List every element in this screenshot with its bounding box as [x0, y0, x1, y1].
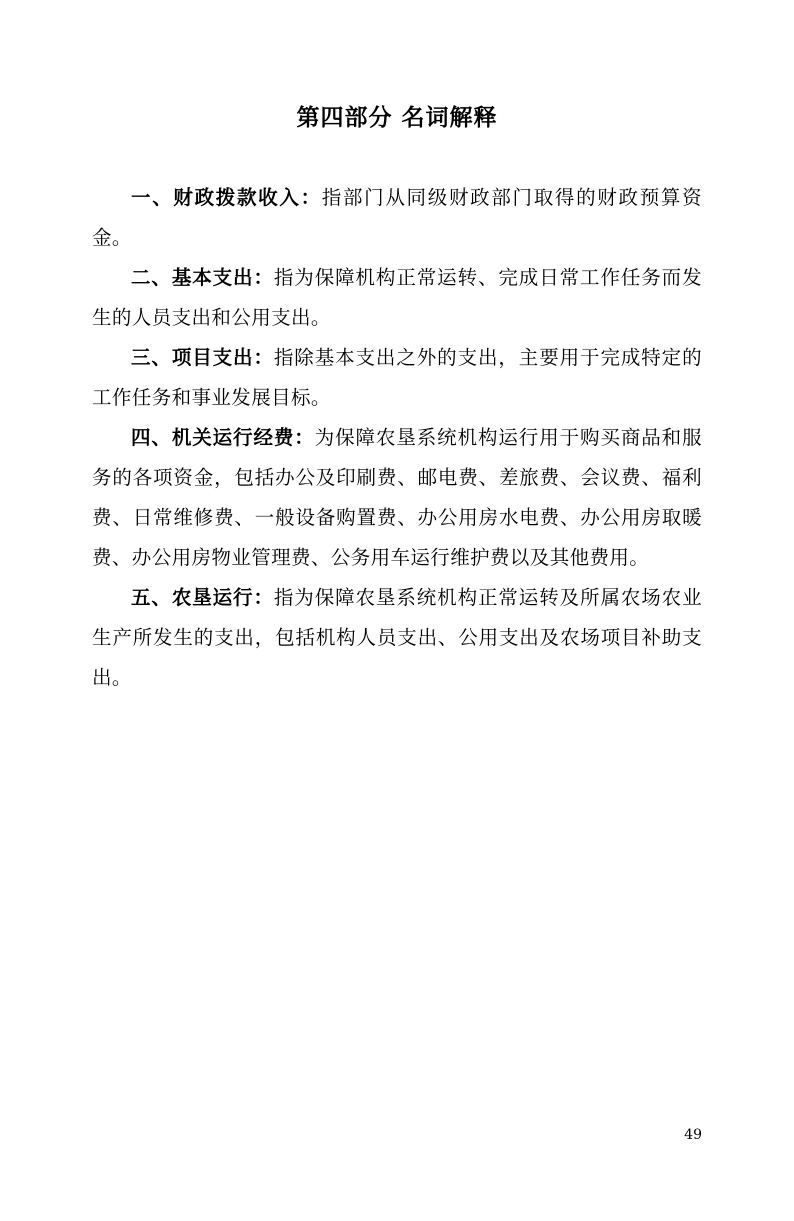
definition-term: 二、基本支出：	[131, 266, 274, 289]
document-page	[0, 99, 794, 1221]
definition-term: 五、农垦运行：	[131, 586, 274, 609]
definition-term: 三、项目支出：	[131, 346, 274, 369]
definition-text: 为保障农垦系统机构运行用于购买商品和服务的各项资金，包括办公及印刷费、邮电费、差旅费、会议费、福利费、日常维修费、一般设备购置费、办公用房水电费、办公用房取暖费、办公用房物业管理费、公务用车运行维护费以及其他费用。	[92, 426, 702, 569]
definition-paragraph	[92, 338, 702, 418]
definition-text: 指部门从同级财政部门取得的财政预算资金。	[92, 186, 702, 249]
definition-paragraph	[92, 258, 702, 338]
definition-paragraph	[92, 178, 702, 258]
definition-term: 一、财政拨款收入：	[131, 186, 322, 209]
definition-paragraph	[92, 578, 702, 698]
definition-text: 指除基本支出之外的支出，主要用于完成特定的工作任务和事业发展目标。	[92, 346, 702, 409]
definition-paragraph	[92, 418, 702, 578]
document-body	[92, 178, 702, 698]
definition-text: 指为保障农垦系统机构正常运转及所属农场农业生产所发生的支出，包括机构人员支出、公用支出及农场项目补助支出。	[92, 586, 702, 689]
definition-term: 四、机关运行经费：	[131, 426, 315, 449]
definition-text: 指为保障机构正常运转、完成日常工作任务而发生的人员支出和公用支出。	[92, 266, 702, 329]
page-title: 第四部分 名词解释	[296, 104, 498, 131]
page-number: 49	[684, 1127, 702, 1143]
